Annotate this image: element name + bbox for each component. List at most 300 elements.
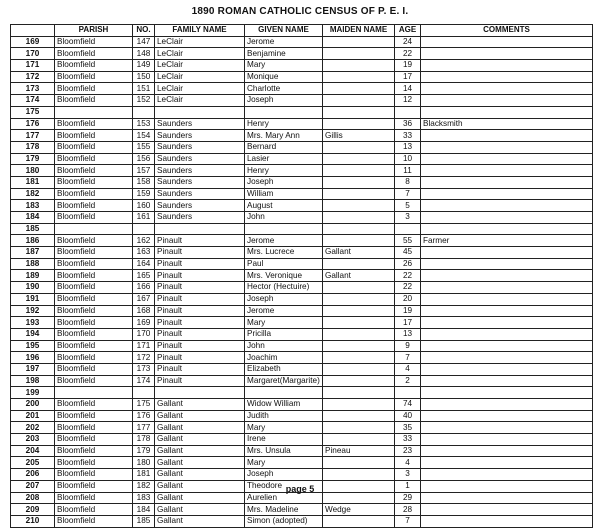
cell-maiden-name: Gallant bbox=[323, 270, 395, 282]
cell-family-name: Gallant bbox=[155, 422, 245, 434]
cell-parish: Bloomfield bbox=[55, 176, 133, 188]
cell-no: 161 bbox=[133, 212, 155, 224]
cell-no: 166 bbox=[133, 282, 155, 294]
cell-row-number: 196 bbox=[11, 352, 55, 364]
table-row bbox=[11, 235, 593, 247]
cell-age: 7 bbox=[395, 515, 421, 527]
page-number: page 5 bbox=[285, 484, 315, 494]
cell-parish: Bloomfield bbox=[55, 293, 133, 305]
table-row bbox=[11, 422, 593, 434]
cell-row-number: 192 bbox=[11, 305, 55, 317]
cell-parish: Bloomfield bbox=[55, 410, 133, 422]
table-row bbox=[11, 352, 593, 364]
cell-family-name: Gallant bbox=[155, 492, 245, 504]
cell-row-number: 185 bbox=[11, 223, 55, 235]
table-row bbox=[11, 340, 593, 352]
cell-given-name: Elizabeth bbox=[245, 363, 323, 375]
cell-family-name: Gallant bbox=[155, 399, 245, 411]
cell-family-name: Pinault bbox=[155, 317, 245, 329]
cell-family-name: Saunders bbox=[155, 188, 245, 200]
cell-age: 2 bbox=[395, 375, 421, 387]
cell-given-name: Judith bbox=[245, 410, 323, 422]
cell-family-name: Pinault bbox=[155, 328, 245, 340]
table-row bbox=[11, 165, 593, 177]
table-row bbox=[11, 223, 593, 235]
cell-comments bbox=[421, 71, 593, 83]
table-row bbox=[11, 434, 593, 446]
cell-age: 12 bbox=[395, 95, 421, 107]
cell-given-name: Mary bbox=[245, 422, 323, 434]
cell-age: 4 bbox=[395, 457, 421, 469]
cell-given-name bbox=[245, 106, 323, 118]
cell-comments bbox=[421, 363, 593, 375]
cell-maiden-name bbox=[323, 188, 395, 200]
table-header-row bbox=[11, 25, 593, 37]
table-row bbox=[11, 106, 593, 118]
cell-given-name: Paul bbox=[245, 258, 323, 270]
cell-row-number: 210 bbox=[11, 515, 55, 527]
table-row bbox=[11, 95, 593, 107]
table-row bbox=[11, 188, 593, 200]
cell-maiden-name: Gallant bbox=[323, 247, 395, 259]
header-parish: PARISH bbox=[55, 25, 133, 37]
cell-age: 26 bbox=[395, 258, 421, 270]
cell-no: 185 bbox=[133, 515, 155, 527]
cell-row-number: 201 bbox=[11, 410, 55, 422]
cell-no: 170 bbox=[133, 328, 155, 340]
cell-maiden-name bbox=[323, 83, 395, 95]
cell-maiden-name bbox=[323, 141, 395, 153]
cell-given-name: Joseph bbox=[245, 176, 323, 188]
cell-comments bbox=[421, 60, 593, 72]
cell-parish: Bloomfield bbox=[55, 36, 133, 48]
cell-family-name: LeClair bbox=[155, 83, 245, 95]
table-row bbox=[11, 200, 593, 212]
cell-parish: Bloomfield bbox=[55, 363, 133, 375]
table-row bbox=[11, 504, 593, 516]
header-no: NO. bbox=[133, 25, 155, 37]
cell-comments bbox=[421, 293, 593, 305]
cell-maiden-name bbox=[323, 282, 395, 294]
cell-given-name: Monique bbox=[245, 71, 323, 83]
table-row bbox=[11, 48, 593, 60]
cell-no: 175 bbox=[133, 399, 155, 411]
cell-comments bbox=[421, 399, 593, 411]
cell-maiden-name: Wedge bbox=[323, 504, 395, 516]
cell-no: 160 bbox=[133, 200, 155, 212]
table-row bbox=[11, 445, 593, 457]
cell-comments bbox=[421, 270, 593, 282]
cell-no: 172 bbox=[133, 352, 155, 364]
cell-given-name: Joseph bbox=[245, 293, 323, 305]
cell-age: 40 bbox=[395, 410, 421, 422]
cell-family-name: Gallant bbox=[155, 434, 245, 446]
cell-row-number: 176 bbox=[11, 118, 55, 130]
header-row-number bbox=[11, 25, 55, 37]
table-row bbox=[11, 317, 593, 329]
cell-maiden-name bbox=[323, 340, 395, 352]
table-row bbox=[11, 457, 593, 469]
table-row bbox=[11, 36, 593, 48]
cell-no: 153 bbox=[133, 118, 155, 130]
cell-maiden-name bbox=[323, 165, 395, 177]
cell-age: 45 bbox=[395, 247, 421, 259]
cell-family-name: Saunders bbox=[155, 176, 245, 188]
cell-row-number: 205 bbox=[11, 457, 55, 469]
cell-parish: Bloomfield bbox=[55, 305, 133, 317]
cell-maiden-name bbox=[323, 434, 395, 446]
cell-given-name: Joseph bbox=[245, 469, 323, 481]
cell-maiden-name bbox=[323, 352, 395, 364]
cell-no: 183 bbox=[133, 492, 155, 504]
cell-maiden-name bbox=[323, 36, 395, 48]
cell-parish: Bloomfield bbox=[55, 445, 133, 457]
cell-age: 22 bbox=[395, 282, 421, 294]
cell-age: 55 bbox=[395, 235, 421, 247]
cell-maiden-name bbox=[323, 305, 395, 317]
cell-comments bbox=[421, 410, 593, 422]
cell-no bbox=[133, 387, 155, 399]
cell-family-name: Gallant bbox=[155, 410, 245, 422]
cell-maiden-name bbox=[323, 375, 395, 387]
cell-parish: Bloomfield bbox=[55, 469, 133, 481]
cell-given-name: Hector (Hectuire) bbox=[245, 282, 323, 294]
cell-row-number: 191 bbox=[11, 293, 55, 305]
cell-family-name: LeClair bbox=[155, 95, 245, 107]
cell-given-name: William bbox=[245, 188, 323, 200]
cell-family-name: LeClair bbox=[155, 60, 245, 72]
cell-row-number: 200 bbox=[11, 399, 55, 411]
cell-age: 14 bbox=[395, 83, 421, 95]
cell-parish: Bloomfield bbox=[55, 399, 133, 411]
cell-row-number: 181 bbox=[11, 176, 55, 188]
cell-comments bbox=[421, 387, 593, 399]
cell-comments bbox=[421, 515, 593, 527]
cell-comments bbox=[421, 422, 593, 434]
cell-comments bbox=[421, 188, 593, 200]
table-row bbox=[11, 515, 593, 527]
cell-no bbox=[133, 223, 155, 235]
cell-row-number: 190 bbox=[11, 282, 55, 294]
table-row bbox=[11, 387, 593, 399]
cell-family-name: Gallant bbox=[155, 504, 245, 516]
cell-maiden-name bbox=[323, 153, 395, 165]
cell-family-name: Saunders bbox=[155, 200, 245, 212]
cell-given-name: Widow William bbox=[245, 399, 323, 411]
cell-row-number: 184 bbox=[11, 212, 55, 224]
header-age: AGE bbox=[395, 25, 421, 37]
cell-no: 150 bbox=[133, 71, 155, 83]
cell-parish: Bloomfield bbox=[55, 48, 133, 60]
cell-row-number: 179 bbox=[11, 153, 55, 165]
cell-given-name: Benjamine bbox=[245, 48, 323, 60]
cell-maiden-name bbox=[323, 363, 395, 375]
cell-given-name: Mary bbox=[245, 457, 323, 469]
cell-given-name: Mrs. Lucrece bbox=[245, 247, 323, 259]
cell-row-number: 186 bbox=[11, 235, 55, 247]
cell-comments bbox=[421, 445, 593, 457]
cell-parish: Bloomfield bbox=[55, 352, 133, 364]
cell-comments bbox=[421, 328, 593, 340]
cell-age bbox=[395, 387, 421, 399]
cell-parish: Bloomfield bbox=[55, 165, 133, 177]
cell-given-name: Joachim bbox=[245, 352, 323, 364]
cell-parish: Bloomfield bbox=[55, 212, 133, 224]
cell-no: 148 bbox=[133, 48, 155, 60]
cell-comments bbox=[421, 95, 593, 107]
cell-parish: Bloomfield bbox=[55, 504, 133, 516]
cell-parish: Bloomfield bbox=[55, 282, 133, 294]
cell-given-name: Irene bbox=[245, 434, 323, 446]
cell-comments bbox=[421, 141, 593, 153]
cell-family-name: Saunders bbox=[155, 153, 245, 165]
cell-parish bbox=[55, 223, 133, 235]
cell-parish: Bloomfield bbox=[55, 258, 133, 270]
cell-age: 10 bbox=[395, 153, 421, 165]
cell-given-name: Bernard bbox=[245, 141, 323, 153]
cell-family-name: Gallant bbox=[155, 445, 245, 457]
cell-parish: Bloomfield bbox=[55, 200, 133, 212]
cell-row-number: 170 bbox=[11, 48, 55, 60]
cell-given-name: Henry bbox=[245, 118, 323, 130]
cell-row-number: 189 bbox=[11, 270, 55, 282]
cell-age: 17 bbox=[395, 71, 421, 83]
cell-given-name: Aurelien bbox=[245, 492, 323, 504]
cell-age: 29 bbox=[395, 492, 421, 504]
cell-age: 28 bbox=[395, 504, 421, 516]
cell-family-name: Pinault bbox=[155, 352, 245, 364]
cell-no: 162 bbox=[133, 235, 155, 247]
cell-comments: Farmer bbox=[421, 235, 593, 247]
cell-maiden-name bbox=[323, 410, 395, 422]
cell-parish: Bloomfield bbox=[55, 130, 133, 142]
cell-given-name: Jerome bbox=[245, 36, 323, 48]
cell-parish: Bloomfield bbox=[55, 83, 133, 95]
cell-comments bbox=[421, 36, 593, 48]
cell-parish: Bloomfield bbox=[55, 515, 133, 527]
cell-no: 155 bbox=[133, 141, 155, 153]
cell-parish bbox=[55, 106, 133, 118]
table-row bbox=[11, 305, 593, 317]
cell-parish: Bloomfield bbox=[55, 328, 133, 340]
cell-row-number: 172 bbox=[11, 71, 55, 83]
cell-maiden-name bbox=[323, 457, 395, 469]
cell-no: 159 bbox=[133, 188, 155, 200]
cell-row-number: 169 bbox=[11, 36, 55, 48]
cell-comments bbox=[421, 247, 593, 259]
header-given-name: GIVEN NAME bbox=[245, 25, 323, 37]
cell-family-name: Pinault bbox=[155, 258, 245, 270]
cell-age: 3 bbox=[395, 212, 421, 224]
cell-comments bbox=[421, 153, 593, 165]
document-title: 1890 ROMAN CATHOLIC CENSUS OF P. E. I. bbox=[191, 6, 409, 17]
cell-maiden-name bbox=[323, 176, 395, 188]
cell-comments bbox=[421, 375, 593, 387]
cell-row-number: 193 bbox=[11, 317, 55, 329]
cell-row-number: 204 bbox=[11, 445, 55, 457]
cell-given-name: Mary bbox=[245, 60, 323, 72]
cell-no: 182 bbox=[133, 480, 155, 492]
cell-age: 36 bbox=[395, 118, 421, 130]
table-row bbox=[11, 270, 593, 282]
cell-family-name: LeClair bbox=[155, 71, 245, 83]
cell-row-number: 197 bbox=[11, 363, 55, 375]
cell-row-number: 199 bbox=[11, 387, 55, 399]
cell-comments bbox=[421, 130, 593, 142]
cell-age: 17 bbox=[395, 317, 421, 329]
cell-no: 184 bbox=[133, 504, 155, 516]
cell-no: 171 bbox=[133, 340, 155, 352]
cell-parish: Bloomfield bbox=[55, 480, 133, 492]
cell-family-name: Pinault bbox=[155, 235, 245, 247]
cell-no: 176 bbox=[133, 410, 155, 422]
cell-parish: Bloomfield bbox=[55, 188, 133, 200]
cell-comments: Blacksmith bbox=[421, 118, 593, 130]
cell-parish: Bloomfield bbox=[55, 422, 133, 434]
table-row bbox=[11, 399, 593, 411]
cell-family-name: Gallant bbox=[155, 515, 245, 527]
cell-given-name: John bbox=[245, 340, 323, 352]
cell-age: 5 bbox=[395, 200, 421, 212]
cell-age: 7 bbox=[395, 352, 421, 364]
table-row bbox=[11, 141, 593, 153]
table-row bbox=[11, 258, 593, 270]
cell-row-number: 208 bbox=[11, 492, 55, 504]
cell-no: 156 bbox=[133, 153, 155, 165]
cell-maiden-name: Gillis bbox=[323, 130, 395, 142]
table-row bbox=[11, 83, 593, 95]
cell-maiden-name bbox=[323, 399, 395, 411]
cell-age: 9 bbox=[395, 340, 421, 352]
cell-family-name: Pinault bbox=[155, 305, 245, 317]
cell-parish: Bloomfield bbox=[55, 118, 133, 130]
cell-age: 22 bbox=[395, 48, 421, 60]
cell-no: 168 bbox=[133, 305, 155, 317]
table-row bbox=[11, 363, 593, 375]
table-row bbox=[11, 176, 593, 188]
cell-parish: Bloomfield bbox=[55, 71, 133, 83]
cell-maiden-name bbox=[323, 95, 395, 107]
cell-no: 163 bbox=[133, 247, 155, 259]
cell-given-name: Mrs. Unsula bbox=[245, 445, 323, 457]
cell-comments bbox=[421, 352, 593, 364]
cell-comments bbox=[421, 258, 593, 270]
cell-row-number: 171 bbox=[11, 60, 55, 72]
cell-maiden-name bbox=[323, 422, 395, 434]
table-row bbox=[11, 328, 593, 340]
cell-age: 11 bbox=[395, 165, 421, 177]
cell-no bbox=[133, 106, 155, 118]
cell-parish: Bloomfield bbox=[55, 434, 133, 446]
cell-given-name: John bbox=[245, 212, 323, 224]
cell-comments bbox=[421, 200, 593, 212]
cell-row-number: 180 bbox=[11, 165, 55, 177]
table-body bbox=[11, 36, 593, 527]
cell-no: 152 bbox=[133, 95, 155, 107]
cell-comments bbox=[421, 457, 593, 469]
cell-no: 165 bbox=[133, 270, 155, 282]
cell-row-number: 187 bbox=[11, 247, 55, 259]
cell-maiden-name bbox=[323, 106, 395, 118]
cell-given-name: Lasier bbox=[245, 153, 323, 165]
header-maiden-name: MAIDEN NAME bbox=[323, 25, 395, 37]
cell-maiden-name bbox=[323, 258, 395, 270]
cell-family-name bbox=[155, 106, 245, 118]
cell-family-name bbox=[155, 223, 245, 235]
cell-family-name bbox=[155, 387, 245, 399]
cell-family-name: Saunders bbox=[155, 141, 245, 153]
census-table bbox=[10, 24, 593, 528]
table-row bbox=[11, 130, 593, 142]
cell-family-name: Saunders bbox=[155, 212, 245, 224]
cell-maiden-name bbox=[323, 328, 395, 340]
table-row bbox=[11, 375, 593, 387]
cell-parish: Bloomfield bbox=[55, 317, 133, 329]
cell-given-name: Mary bbox=[245, 317, 323, 329]
cell-given-name: Joseph bbox=[245, 95, 323, 107]
cell-maiden-name bbox=[323, 48, 395, 60]
cell-parish: Bloomfield bbox=[55, 235, 133, 247]
cell-parish: Bloomfield bbox=[55, 95, 133, 107]
cell-no: 147 bbox=[133, 36, 155, 48]
cell-family-name: LeClair bbox=[155, 36, 245, 48]
cell-comments bbox=[421, 469, 593, 481]
cell-comments bbox=[421, 305, 593, 317]
cell-age: 35 bbox=[395, 422, 421, 434]
cell-no: 177 bbox=[133, 422, 155, 434]
table-row bbox=[11, 118, 593, 130]
cell-no: 178 bbox=[133, 434, 155, 446]
cell-family-name: Saunders bbox=[155, 130, 245, 142]
cell-age: 1 bbox=[395, 480, 421, 492]
cell-age: 74 bbox=[395, 399, 421, 411]
cell-family-name: Pinault bbox=[155, 293, 245, 305]
cell-family-name: Gallant bbox=[155, 457, 245, 469]
cell-comments bbox=[421, 504, 593, 516]
cell-row-number: 194 bbox=[11, 328, 55, 340]
cell-age: 13 bbox=[395, 141, 421, 153]
cell-no: 157 bbox=[133, 165, 155, 177]
cell-given-name bbox=[245, 223, 323, 235]
cell-given-name: Pricilla bbox=[245, 328, 323, 340]
cell-comments bbox=[421, 282, 593, 294]
cell-row-number: 183 bbox=[11, 200, 55, 212]
cell-no: 173 bbox=[133, 363, 155, 375]
cell-parish: Bloomfield bbox=[55, 340, 133, 352]
cell-age: 3 bbox=[395, 469, 421, 481]
cell-no: 164 bbox=[133, 258, 155, 270]
cell-age: 19 bbox=[395, 305, 421, 317]
cell-age: 22 bbox=[395, 270, 421, 282]
cell-comments bbox=[421, 165, 593, 177]
cell-maiden-name bbox=[323, 469, 395, 481]
cell-row-number: 177 bbox=[11, 130, 55, 142]
cell-given-name: Mrs. Madeline bbox=[245, 504, 323, 516]
cell-no: 179 bbox=[133, 445, 155, 457]
cell-row-number: 198 bbox=[11, 375, 55, 387]
cell-parish: Bloomfield bbox=[55, 270, 133, 282]
cell-family-name: Pinault bbox=[155, 282, 245, 294]
cell-age: 24 bbox=[395, 36, 421, 48]
cell-maiden-name bbox=[323, 387, 395, 399]
cell-family-name: Pinault bbox=[155, 375, 245, 387]
cell-given-name: August bbox=[245, 200, 323, 212]
cell-comments bbox=[421, 317, 593, 329]
cell-maiden-name: Pineau bbox=[323, 445, 395, 457]
cell-maiden-name bbox=[323, 212, 395, 224]
cell-no: 180 bbox=[133, 457, 155, 469]
cell-age: 33 bbox=[395, 130, 421, 142]
